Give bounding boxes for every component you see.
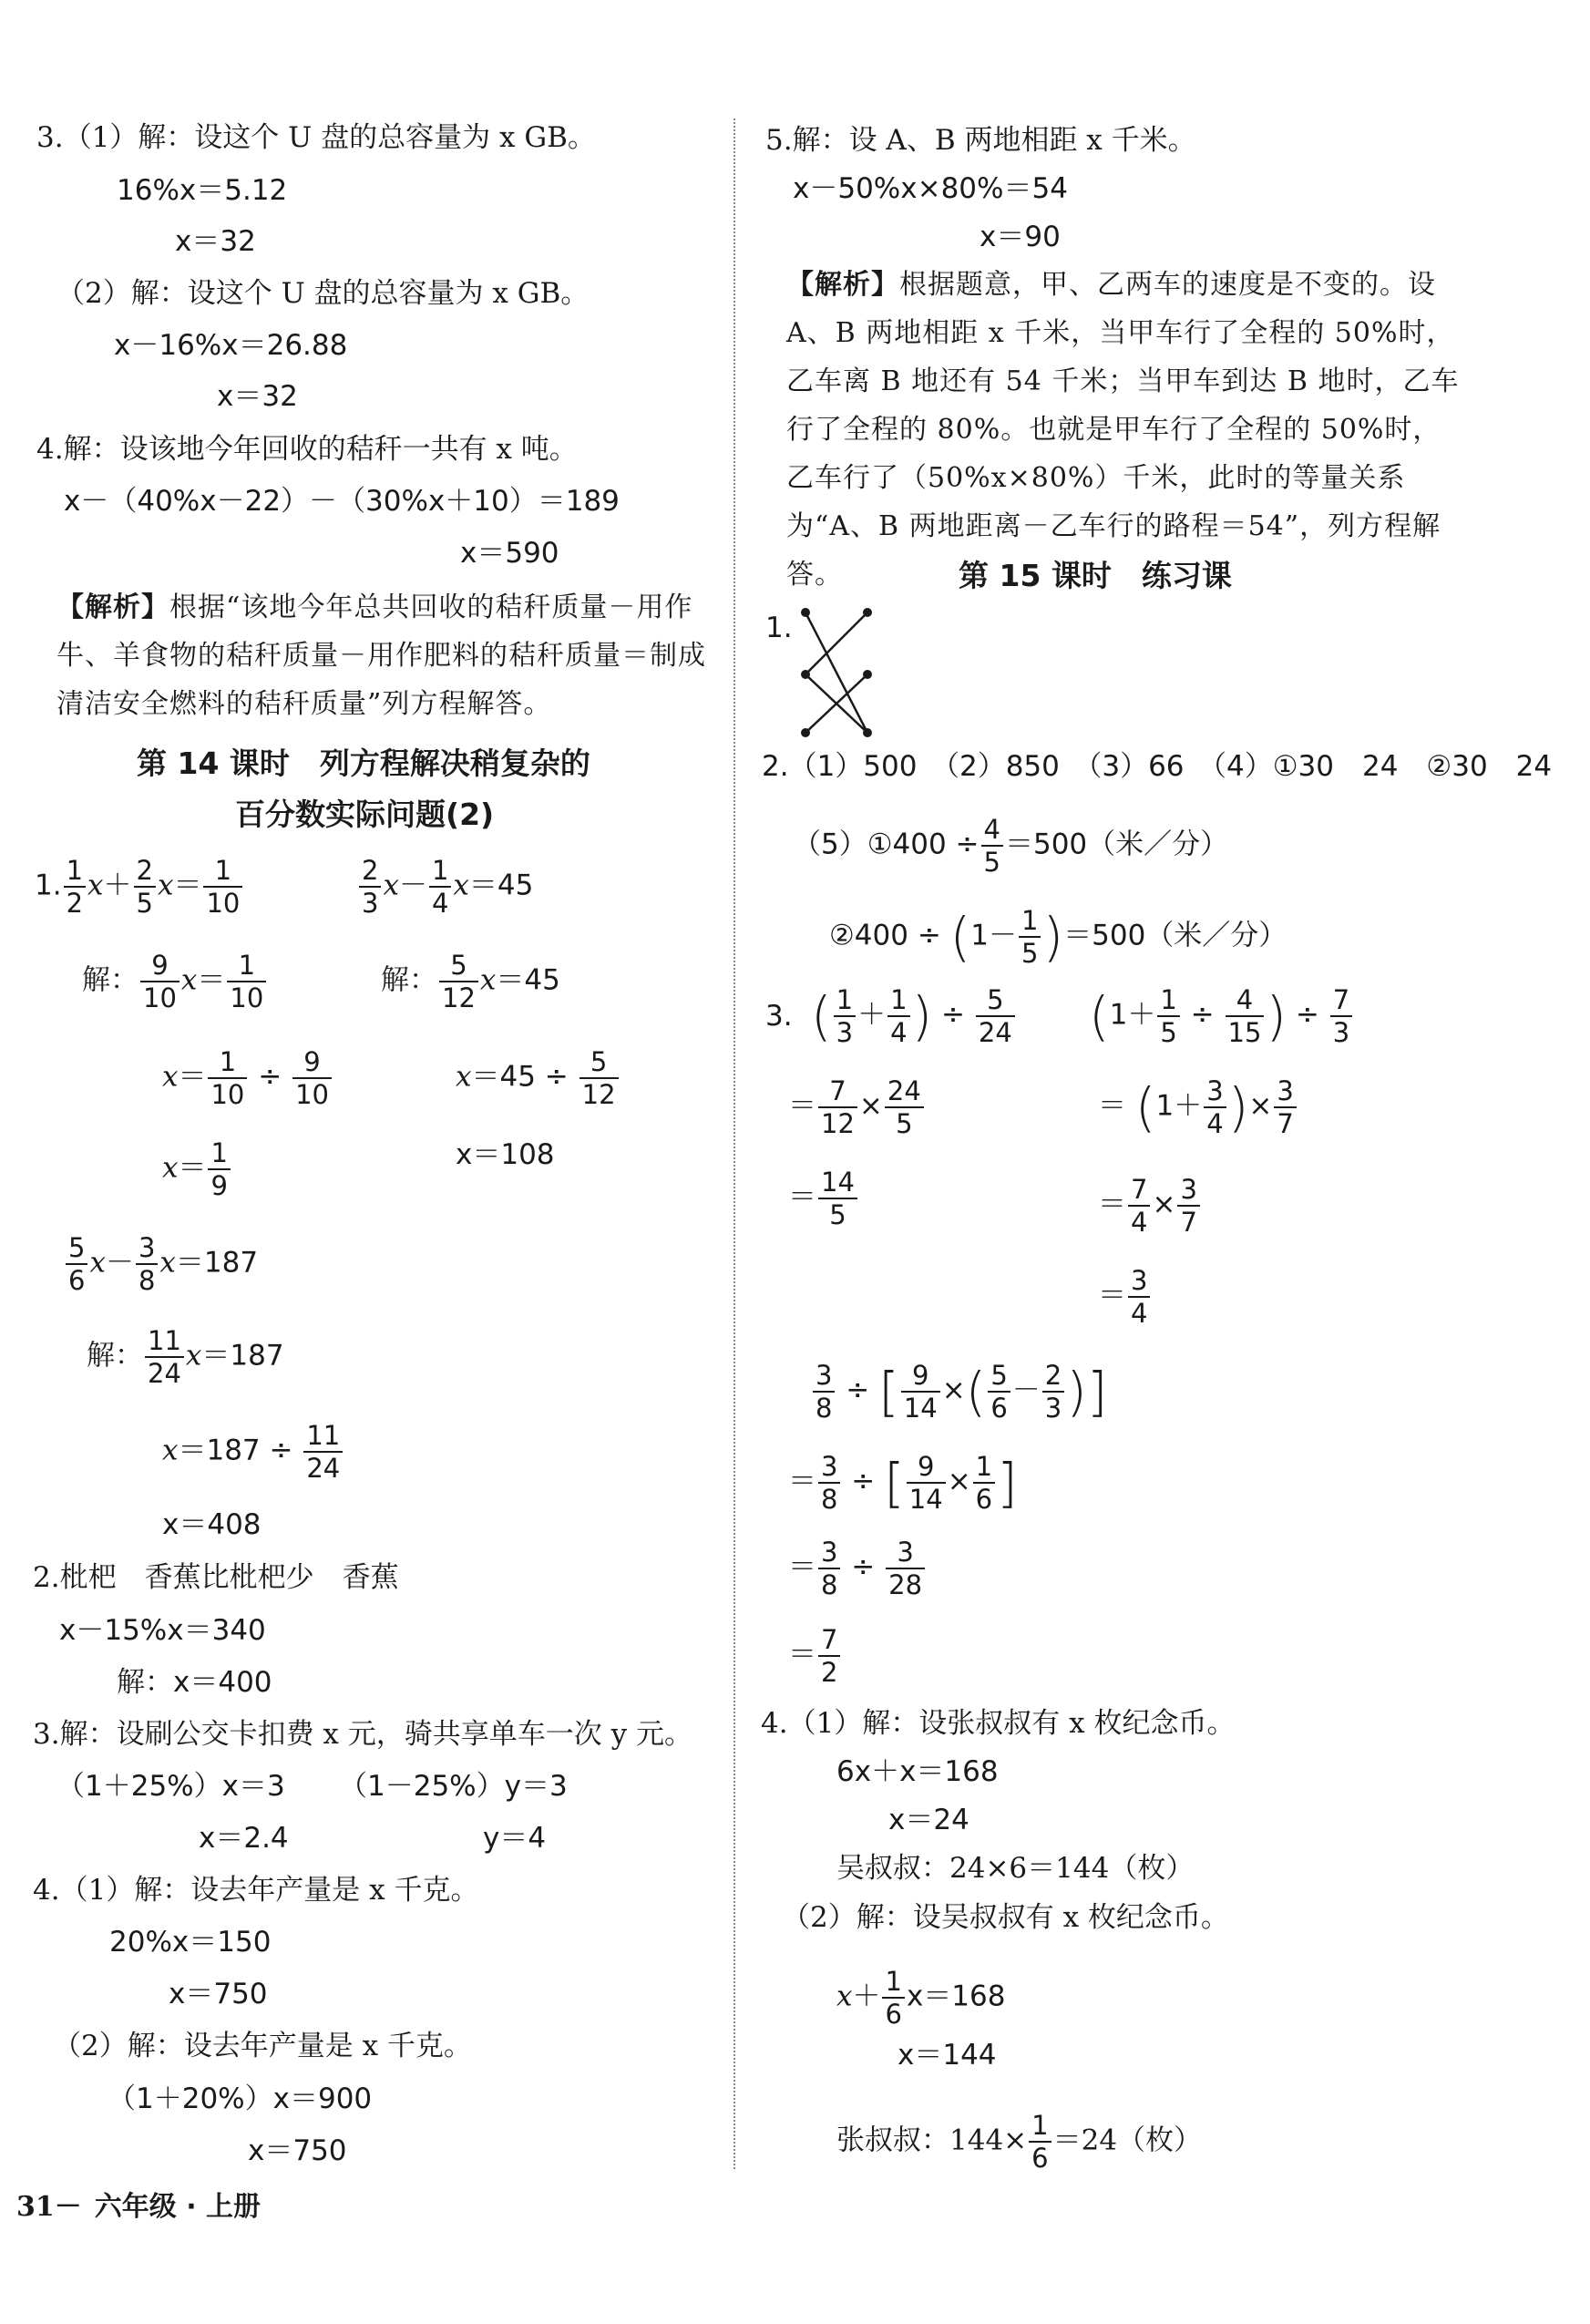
match-dot (863, 728, 872, 737)
match-dot (801, 670, 810, 679)
l14-q1-c-result: x＝408 (162, 1508, 262, 1541)
q5-eq1: x－50%x×80%＝54 (793, 172, 1068, 205)
q3-1-eq1: 16%x＝5.12 (117, 174, 288, 207)
analysis-tag: 【解析】 (56, 591, 169, 623)
l15-q4-2-eq3: 张叔叔：144× $\frac{1}{6}$ ＝24（枚） (836, 2110, 1203, 2174)
l14-q1-eq-b: $\frac{2}{3}$ x－ $\frac{1}{4}$ x＝45 (357, 855, 533, 919)
l15-q3-c-result: ＝ $\frac{7}{2}$ (788, 1624, 842, 1688)
l15-q3-c-step2: ＝ $\frac{3}{8}$ ÷ $\frac{3}{28}$ (788, 1537, 927, 1600)
l14-q4-1-statement: 4.（1）解：设去年产量是 x 千克。 (33, 1874, 479, 1907)
page-footer (16, 2184, 261, 2224)
q5-analysis (786, 261, 1461, 599)
l14-q1-step2a: x＝ $\frac{1}{10}$ ÷ $\frac{9}{10}$ (162, 1046, 333, 1110)
analysis-tag: 【解析】 (786, 269, 899, 301)
l14-q3-statement: 3.解：设刷公交卡扣费 x 元，骑共享单车一次 y 元。 (33, 1718, 692, 1751)
l15-q4-1-eq2: x＝24 (888, 1804, 969, 1836)
match-dot (801, 608, 810, 617)
l15-q4-2-eq2: x＝144 (898, 2039, 997, 2072)
l14-q4-2-eq1: （1＋20%）x＝900 (108, 2082, 373, 2115)
l14-q1-label: 1. (35, 869, 62, 902)
l15-q3-b-expr: (1＋ $\frac{1}{5}$ ÷ $\frac{4}{15}$ ) ÷ $\frac{7}{3}$ (1089, 984, 1354, 1048)
l15-q3-b-result: ＝ $\frac{3}{4}$ (1098, 1265, 1152, 1329)
q4-eq2: x＝590 (460, 537, 559, 570)
l15-q2-5b: ②400 ÷ (1－ $\frac{1}{5}$ )＝500（米／分） (829, 905, 1287, 969)
l14-q1-eq-c: $\frac{5}{6}$ x－ $\frac{3}{8}$ x＝187 (64, 1232, 258, 1296)
l14-q4-2-statement: （2）解：设去年产量是 x 千克。 (53, 2030, 472, 2062)
l14-q4-1-eq1: 20%x＝150 (109, 1926, 272, 1959)
page-number: 31－ (16, 2191, 82, 2223)
l15-q3-a-expr: ( $\frac{1}{3}$ ＋ $\frac{1}{4}$ ) ÷ $\frac{5}{24}$ (811, 984, 1017, 1048)
match-line (805, 612, 867, 733)
l15-q1-label: 1. (765, 612, 793, 644)
l14-q2-answer: 2.枇杷 香蕉比枇杷少 香蕉 (33, 1561, 399, 1594)
l14-q1-result-b: x＝108 (456, 1138, 555, 1171)
l14-q1-step1a: 解： $\frac{9}{10}$ x＝ $\frac{1}{10}$ (82, 950, 268, 1013)
l15-q4-1-statement: 4.（1）解：设张叔叔有 x 枚纪念币。 (761, 1707, 1236, 1740)
l14-q1-result-a: x＝ $\frac{1}{9}$ (162, 1137, 232, 1201)
match-dot (863, 670, 872, 679)
l14-q3-eq2b: y＝4 (483, 1822, 547, 1855)
l14-q3-eq1b: （1－25%）y＝3 (339, 1770, 568, 1803)
l15-q4-1-eq3: 吴叔叔：24×6＝144（枚） (836, 1852, 1195, 1885)
lesson-14-title-line2: 百分数实际问题(2) (235, 797, 495, 832)
q4-eq1: x－（40%x－22）－（30%x＋10）＝189 (64, 485, 620, 518)
match-dot (863, 608, 872, 617)
match-line (805, 612, 867, 674)
l15-q1-matching-diagram (793, 602, 884, 738)
q5-statement: 5.解：设 A、B 两地相距 x 千米。 (765, 124, 1196, 157)
q5-eq2: x＝90 (980, 221, 1061, 253)
q4-statement: 4.解：设该地今年回收的秸秆一共有 x 吨。 (36, 433, 578, 466)
book-label: 六年级 · 上册 (94, 2191, 262, 2223)
left-column (0, 0, 733, 2169)
q3-2-eq1: x－16%x＝26.88 (114, 329, 348, 362)
column-divider (733, 118, 735, 2169)
l14-q1-c-step2: x＝187 ÷ $\frac{11}{24}$ (162, 1420, 344, 1484)
l14-q3-eq2a: x＝2.4 (199, 1822, 289, 1855)
l15-q2-5a: （5）①400 ÷ $\frac{4}{5}$ ＝500（米／分） (793, 814, 1229, 878)
q3-1-statement: 3.（1）解：设这个 U 盘的总容量为 x GB。 (36, 121, 596, 154)
l14-q2-eq2: 解：x＝400 (117, 1666, 272, 1699)
l14-q3-eq1a: （1＋25%）x＝3 (56, 1770, 285, 1803)
analysis-text: 根据题意，甲、乙两车的速度是不变的。设 A、B 两地相距 x 千米，当甲车行了全程的 50%时，乙车离 B 地还有 54 千米；当甲车到达 B 地时，乙车行了全程的 80%。也就是甲车行了全程的 50%时，乙车行了（50%x×80%）千米，此时的等量关系为“A、B 两地距离－乙车行的路程＝54”，列方程解答。 (786, 269, 1460, 591)
l15-q3-a-step1: ＝ $\frac{7}{12}$ × $\frac{24}{5}$ (788, 1075, 926, 1139)
l15-q3-c-expr: $\frac{3}{8}$ ÷ [ $\frac{9}{14}$ ×( $\frac{5}{6}$ － $\frac{2}{3}$ )] (811, 1360, 1108, 1424)
q3-1-eq2: x＝32 (175, 225, 256, 258)
l14-q1-step1b: 解： $\frac{5}{12}$ x＝45 (381, 950, 560, 1013)
l15-q3-label: 3. (765, 1000, 793, 1033)
q3-2-eq2: x＝32 (217, 380, 298, 413)
lesson-14-title-line1: 第 14 课时 列方程解决稍复杂的 (137, 746, 590, 781)
l15-q3-c-step1: ＝ $\frac{3}{8}$ ÷ [ $\frac{9}{14}$ × $\frac{1}{6}$ ] (788, 1451, 1018, 1515)
right-column (738, 0, 1590, 2174)
l15-q3-b-step1: ＝ (1＋ $\frac{3}{4}$ )× $\frac{3}{7}$ (1098, 1075, 1298, 1139)
match-dot (801, 728, 810, 737)
l14-q4-1-eq2: x＝750 (169, 1978, 268, 2010)
l15-q3-a-result: ＝ $\frac{14}{5}$ (788, 1167, 859, 1230)
l15-q3-b-step2: ＝ $\frac{7}{4}$ × $\frac{3}{7}$ (1098, 1174, 1202, 1238)
l15-q4-2-eq1: x＋ $\frac{1}{6}$ x＝168 (836, 1966, 1006, 2030)
lesson-15-title: 第 15 课时 练习课 (959, 558, 1232, 593)
l15-q2-answer: 2.（1）500 （2）850 （3）66 （4）①30 24 ②30 24 (762, 750, 1553, 783)
analysis-text: 根据“该地今年总共回收的秸秆质量－用作牛、羊食物的秸秆质量－用作肥料的秸秆质量＝制成清洁安全燃料的秸秆质量”列方程解答。 (56, 591, 706, 720)
q4-analysis (56, 583, 726, 728)
l14-q1-eq-a: 1. $\frac{1}{2}$ x＋ $\frac{2}{5}$ x＝ $\frac{1}{10}$ (35, 855, 244, 919)
q3-2-statement: （2）解：设这个 U 盘的总容量为 x GB。 (56, 277, 590, 310)
l14-q4-2-eq2: x＝750 (248, 2134, 347, 2167)
l14-q1-c-step1: 解： $\frac{11}{24}$ x＝187 (87, 1325, 284, 1389)
l15-q4-2-statement: （2）解：设吴叔叔有 x 枚纪念币。 (782, 1901, 1229, 1934)
l14-q1-step2b: x＝45 ÷ $\frac{5}{12}$ (456, 1046, 621, 1110)
l15-q4-1-eq1: 6x＋x＝168 (836, 1755, 999, 1788)
l14-q2-eq1: x－15%x＝340 (59, 1614, 266, 1647)
